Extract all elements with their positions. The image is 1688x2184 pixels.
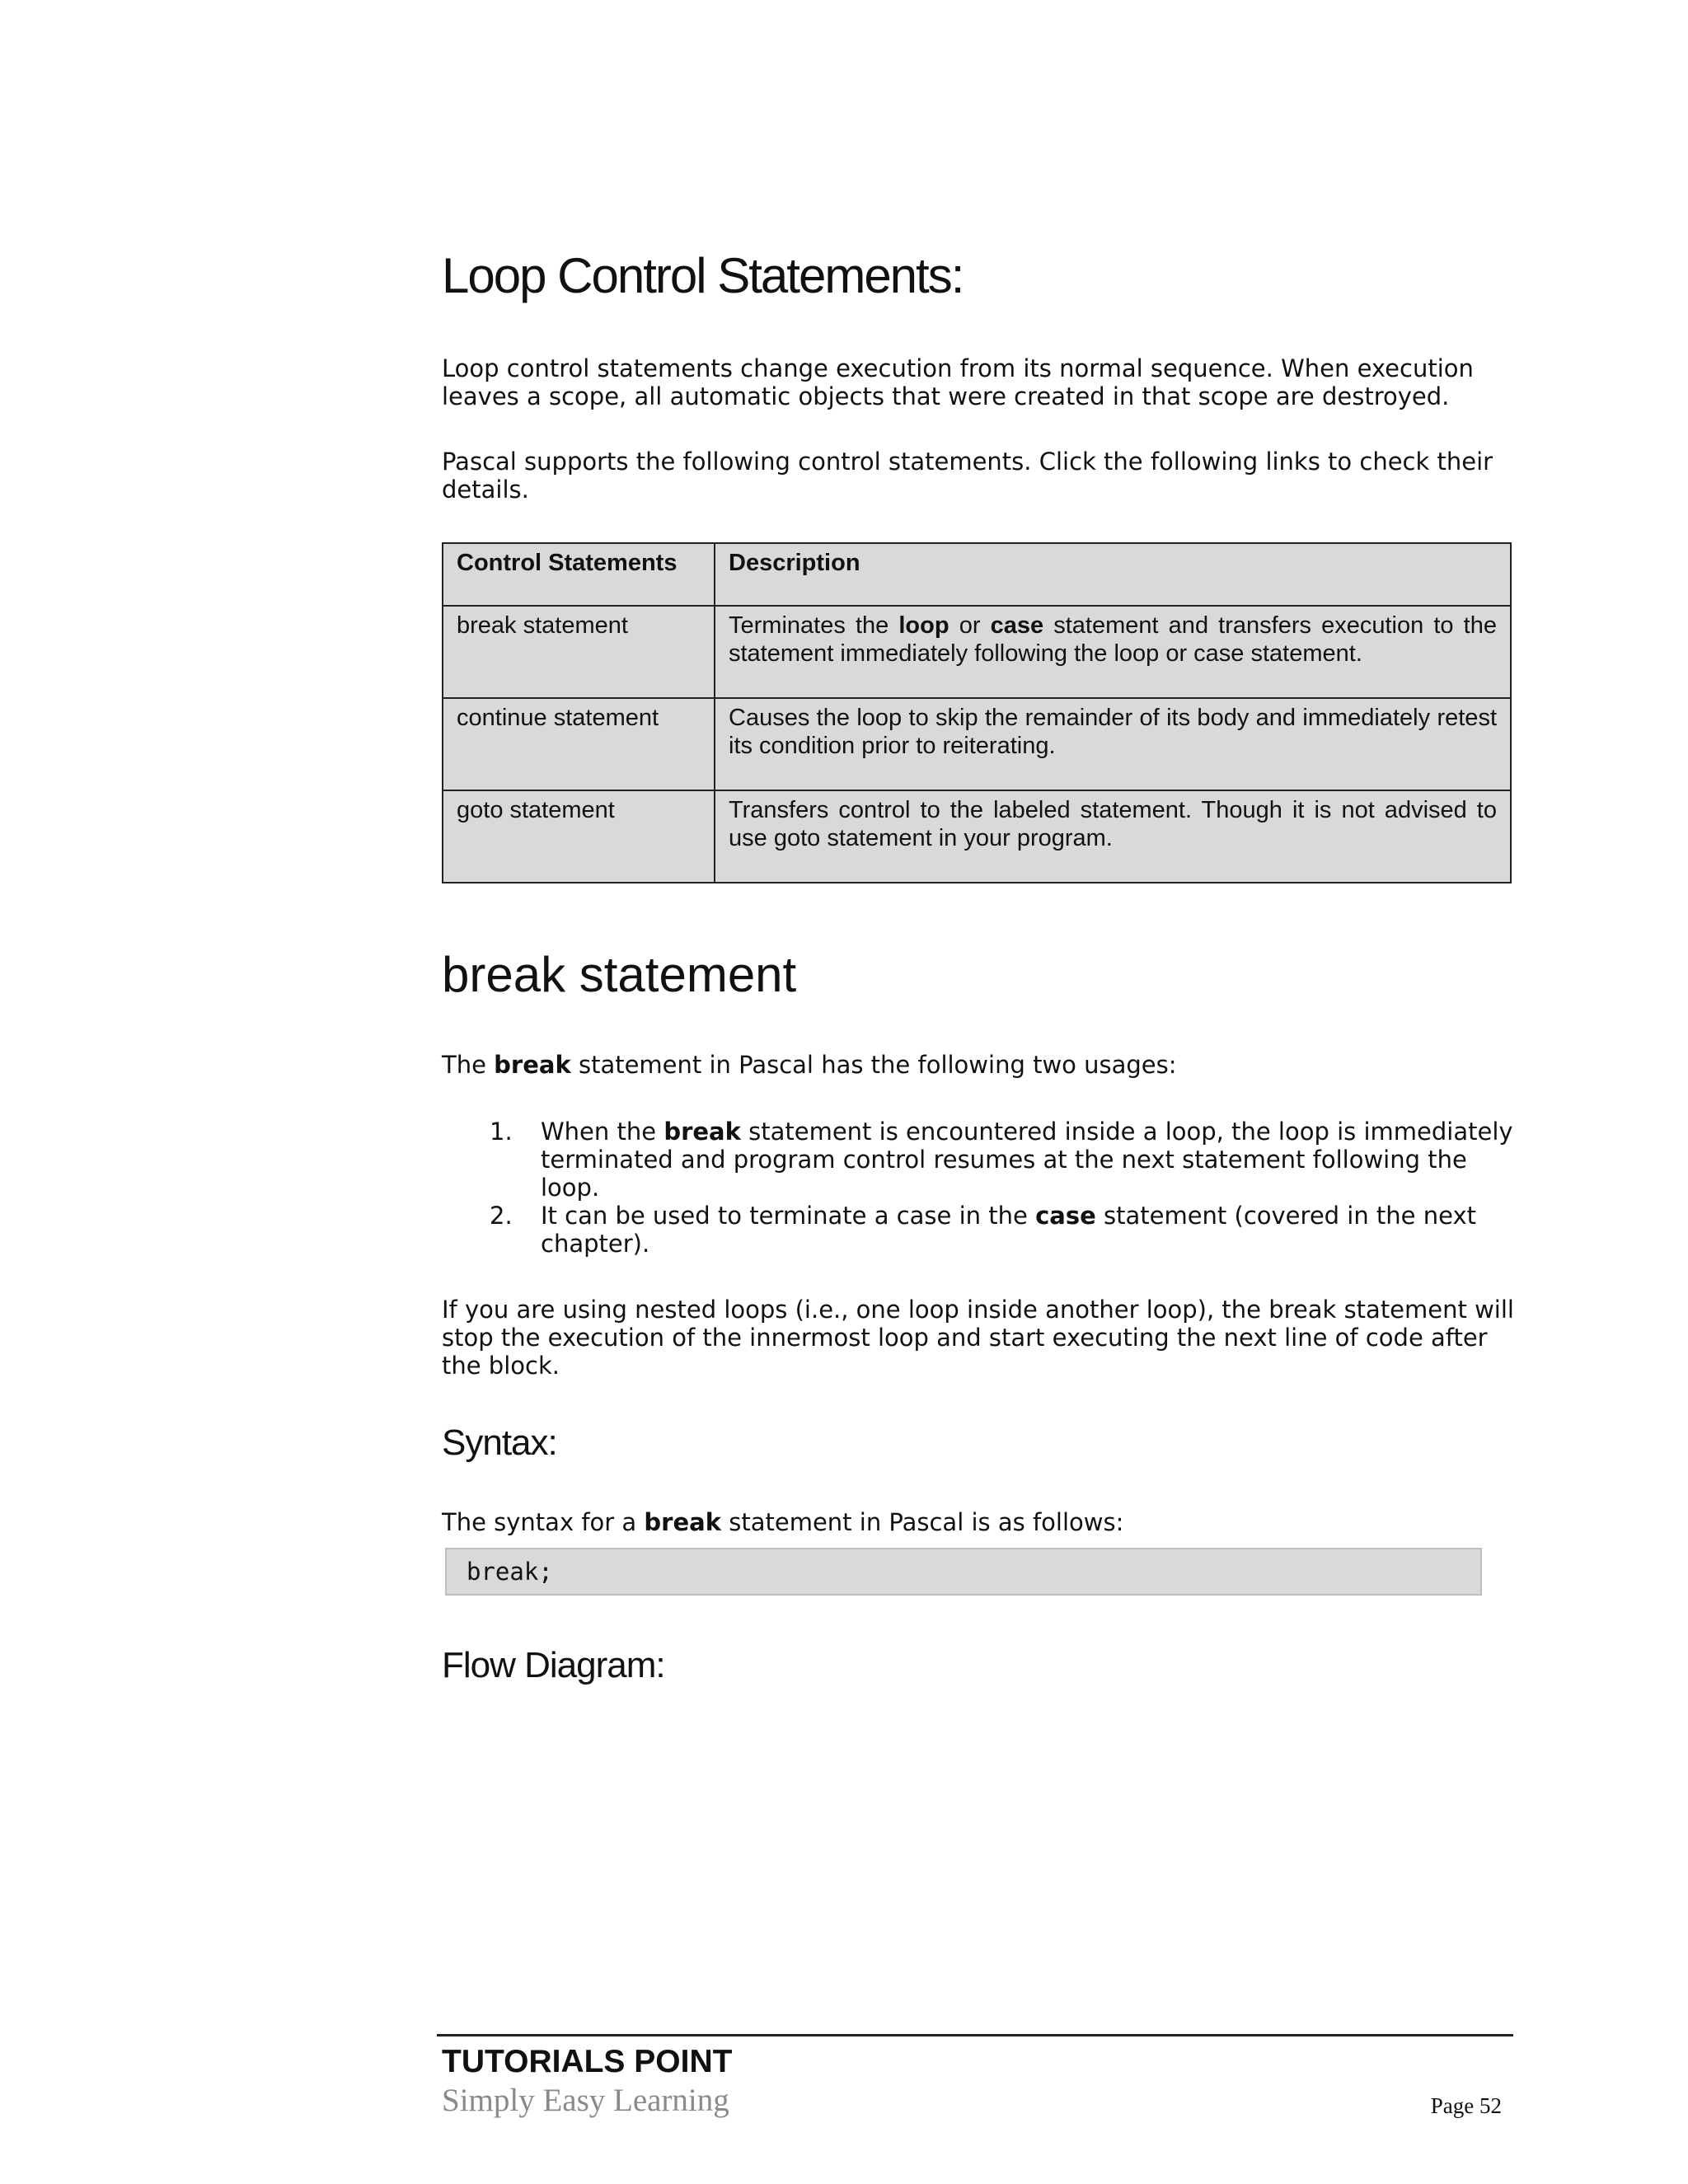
table-row xyxy=(443,698,1511,790)
flow-diagram-heading: Flow Diagram: xyxy=(442,1645,665,1685)
text: statement in Pascal is as follows: xyxy=(721,1508,1124,1536)
text: The syntax for a xyxy=(442,1508,645,1536)
text: When the xyxy=(541,1118,664,1146)
footer-tagline: Simply Easy Learning xyxy=(442,2083,729,2118)
statement-link-continue[interactable]: continue statement xyxy=(443,698,715,790)
text: statement in Pascal has the following two usages: xyxy=(570,1051,1177,1079)
table-row xyxy=(443,790,1511,883)
statement-description: Causes the loop to skip the remainder of its body and immediately retest its condition prior to reiterating. xyxy=(715,698,1511,790)
desc-text: Terminates the xyxy=(729,612,899,639)
statement-description: Transfers control to the labeled statement. Though it is not advised to use goto statement in your program. xyxy=(715,790,1511,883)
intro-paragraph: Loop control statements change execution from its normal sequence. When execution leaves a scope, all automatic objects that were created in that scope are destroyed. xyxy=(442,354,1474,410)
list-number: 2. xyxy=(490,1202,513,1230)
text: The xyxy=(442,1051,495,1079)
nested-loops-paragraph: If you are using nested loops (i.e., one loop inside another loop), the break statement will stop the execution of the innermost loop and start executing the next line of code after the block. xyxy=(442,1296,1514,1380)
desc-text: or xyxy=(949,612,991,639)
statement-link-break[interactable]: break statement xyxy=(443,606,715,698)
keyword-case: case xyxy=(1035,1202,1096,1230)
text: It can be used to terminate a case in the xyxy=(541,1202,1036,1230)
desc-keyword-case: case xyxy=(990,612,1044,639)
list-number: 1. xyxy=(490,1118,513,1146)
break-section-title: break statement xyxy=(442,947,797,1002)
syntax-heading: Syntax: xyxy=(442,1422,557,1463)
table-header-description: Description xyxy=(715,543,1511,606)
desc-keyword-loop: loop xyxy=(898,612,950,639)
table-header-statements: Control Statements xyxy=(443,543,715,606)
statement-description xyxy=(715,606,1511,698)
support-paragraph: Pascal supports the following control statements. Click the following links to check their details. xyxy=(442,448,1493,504)
break-usage-intro xyxy=(442,1051,1530,1079)
syntax-intro xyxy=(442,1508,1530,1536)
text: statement (covered in the next chapter). xyxy=(541,1202,1476,1258)
page-number: Page 52 xyxy=(1430,2093,1502,2118)
list-item xyxy=(442,1202,1530,1258)
list-item xyxy=(442,1118,1530,1202)
text: statement is encountered inside a loop, the loop is immediately terminated and program control resumes at the next statement following the loop. xyxy=(541,1118,1513,1202)
desc-text: statement and transfers execution to the statement immediately following the loop or case statement. xyxy=(729,612,1497,667)
keyword-break: break xyxy=(494,1051,571,1079)
table-row xyxy=(443,606,1511,698)
footer-divider xyxy=(437,2034,1513,2036)
statement-link-goto[interactable]: goto statement xyxy=(443,790,715,883)
keyword-break: break xyxy=(663,1118,741,1146)
keyword-break: break xyxy=(644,1508,722,1536)
code-block: break; xyxy=(445,1548,1482,1596)
control-statements-table xyxy=(442,542,1512,883)
footer-brand: TUTORIALS POINT xyxy=(442,2044,733,2079)
table-header-row xyxy=(443,543,1511,606)
break-usage-list xyxy=(442,1118,1530,1258)
section-title: Loop Control Statements: xyxy=(442,248,964,303)
